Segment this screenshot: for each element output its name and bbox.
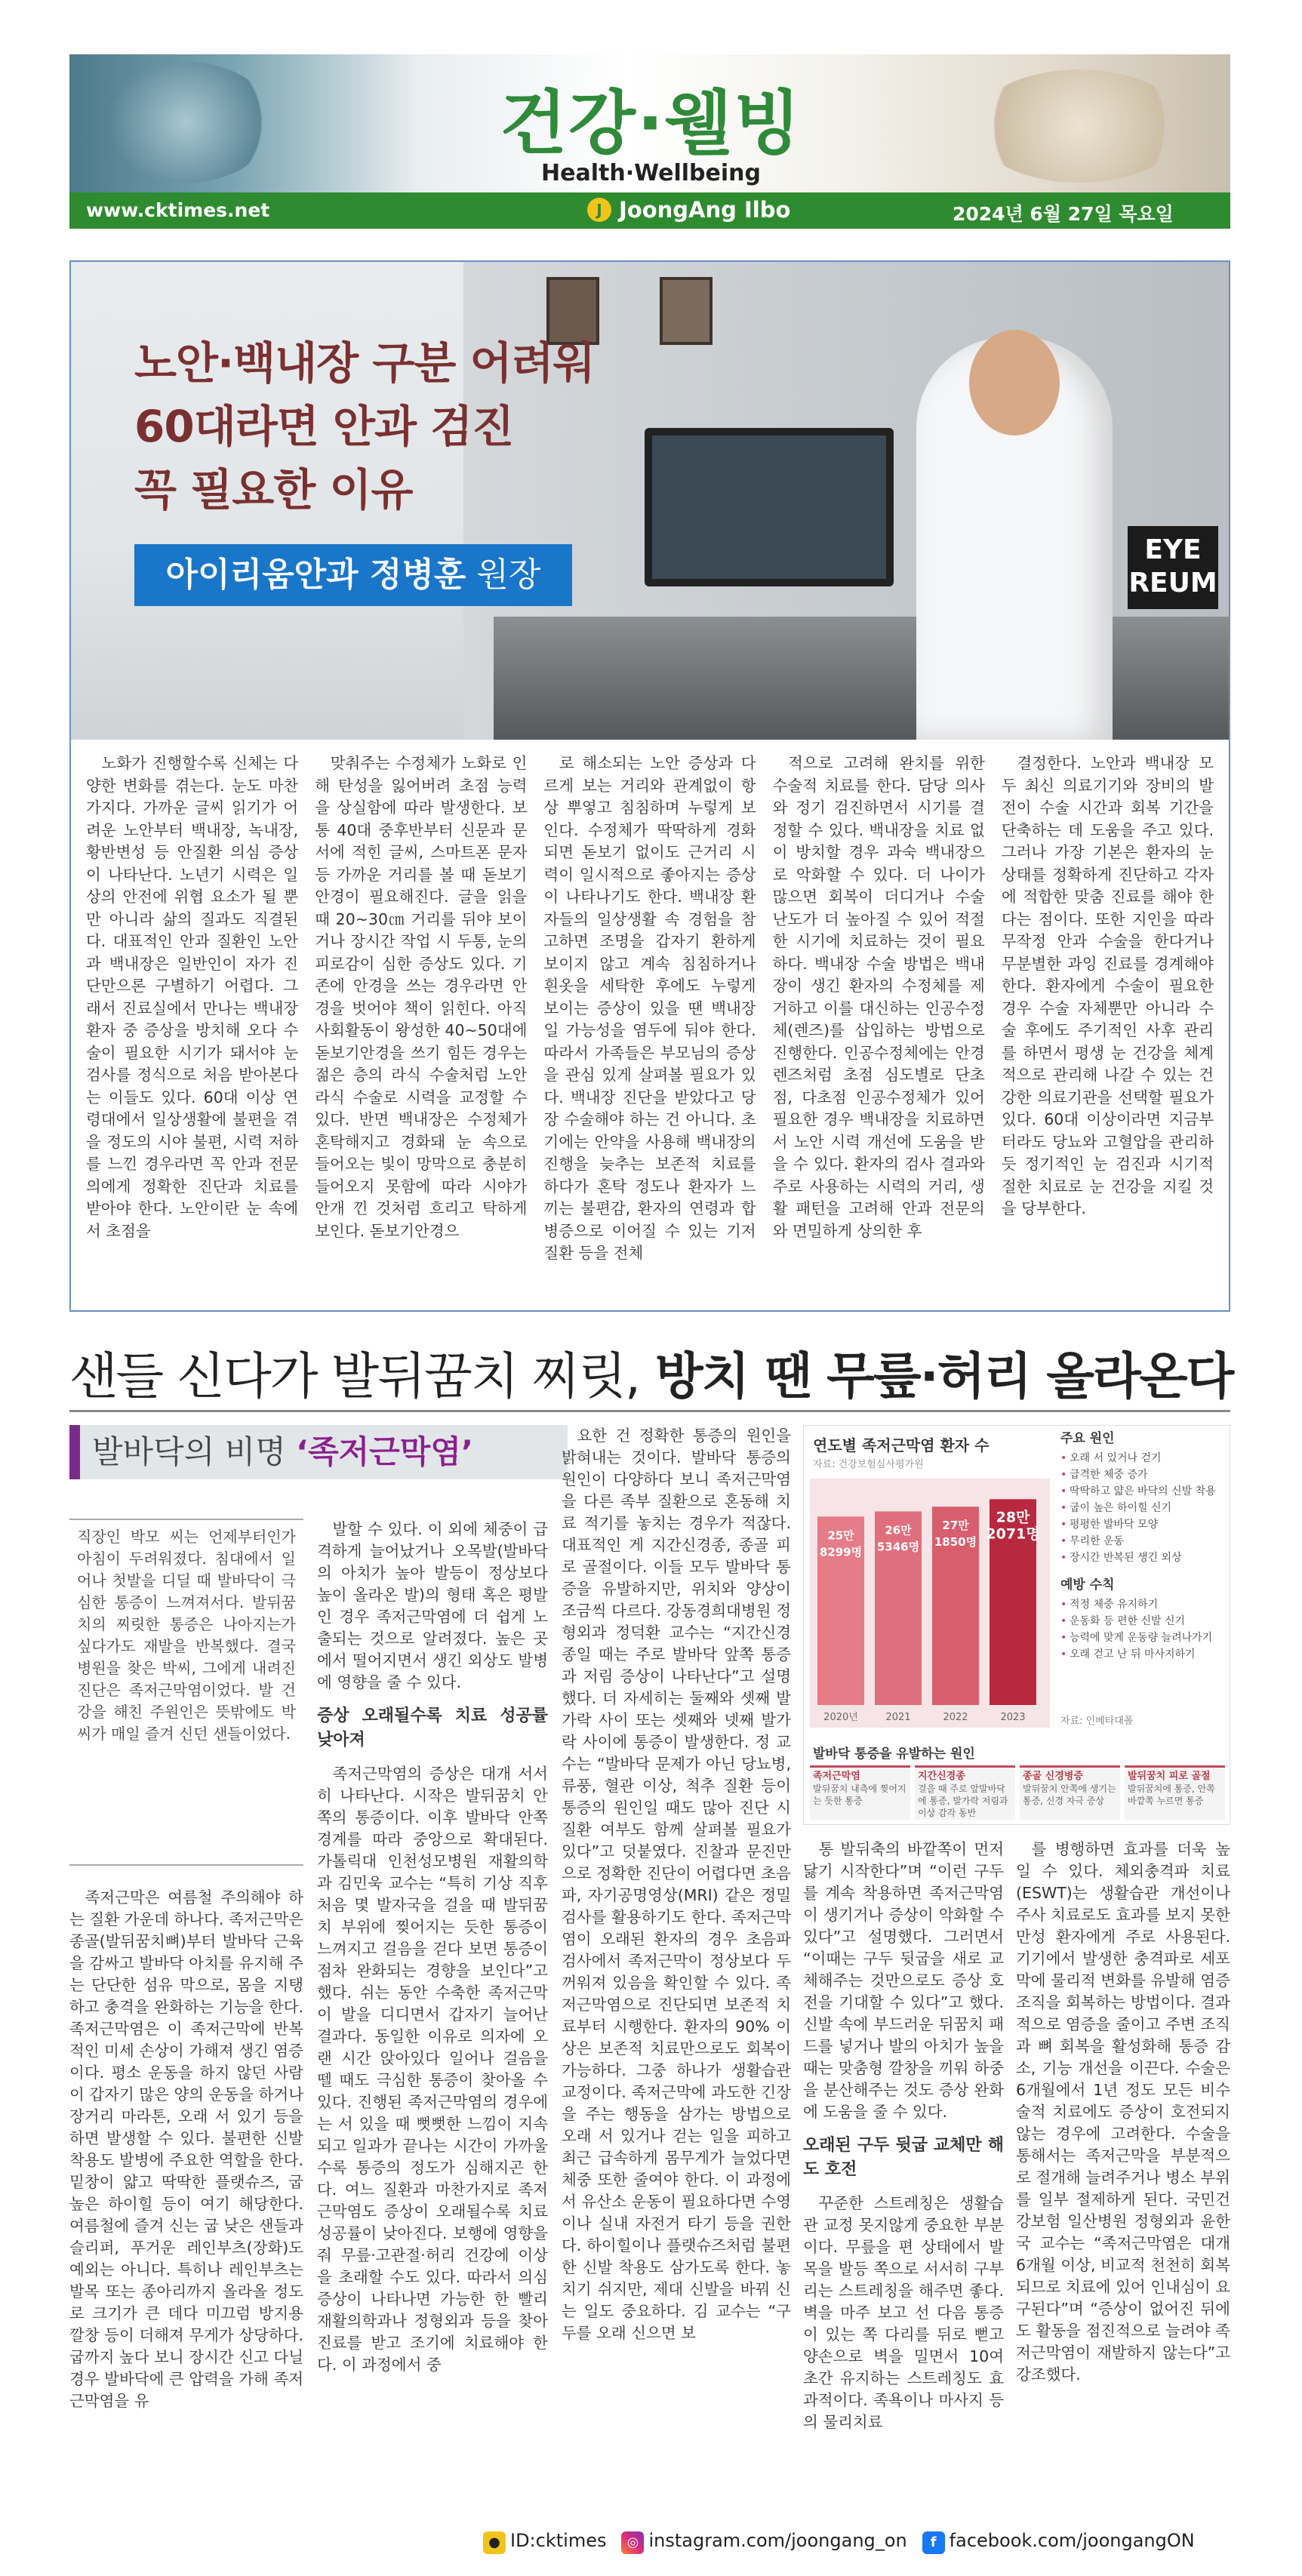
causes-cards-title: 발바닥 통증을 유발하는 원인 [813, 1747, 975, 1762]
paragraph: 요한 건 정확한 통증의 원인을 밝혀내는 것이다. 발바닥 통증의 원인이 다양하다 보니 족저근막염을 다른 족부 질환으로 혼동해 치료 적기를 놓치는 경우가 적잖다. 대표적인 게 지간신경종, 종골 피로 골절이다. 이들 모두 발바닥 통증을 유발하지만, 위치와 양상이 조금씩 다르다. 강동경희대병원 정형외과 정덕환 교수는 “지간신경종일 때는 주로 발바닥 앞쪽 통증과 저림 증상이 나타난다”고 설명했다. 더 자세히는 둘째와 셋째 발가락 사이 또는 셋째와 넷째 발가락 사이에 통증이 발생한다. 정 교수는 “발바닥 문제가 아닌 당뇨병, 류풍, 혈관 이상, 척추 질환 등이 통증의 원인일 때도 많아 진단 시 질환 여부도 함께 살펴볼 필요가 있다”고 덧붙였다. 진찰과 문진만으로 정확한 진단이 어렵다면 초음파, 자기공명영상(MRI) 같은 정밀 검사를 활용하기도 한다. 족저근막염이 오래된 환자의 경우 초음파 검사에서 족저근막이 정상보다 두꺼워져 있음을 확인할 수 있다. 족저근막염으로 진단되면 보존적 치료부터 시행한다. 환자의 90% 이상은 보존적 치료만으로도 회복이 가능하다. 그중 하나가 생활습관 교정이다. 족저근막에 과도한 긴장을 주는 행동을 삼가는 방법으로 오래 서 있거나 걷는 일을 피하고 최근 급속하게 몸무게가 늘었다면 체중 또한 줄여야 한다. 이 과정에서 유산소 운동이 필요하다면 수영이나 실내 자전거 타기 등을 권한다. 하이힐이나 플랫슈즈처럼 불편한 신발 착용도 삼가도록 한다. 놓치기 쉬지만, 제대 신발을 바꿔 신는 일도 중요하다. 김 교수는 “구두를 오래 신으면 보 [562, 1426, 791, 2342]
page-number: 7 [1260, 196, 1278, 225]
paragraph: 적으로 고려해 완치를 위한 수술적 치료를 한다. 담당 의사와 정기 검진하면서 시기를 결정할 수 있다. 백내장을 치료 없이 방치할 경우 과숙 백내장으로 악화할 수 있다. 더 나이가 많으면 회복이 더디거나 수술 난도가 더 높아질 수 있어 적절한 시기에 치료하는 것이 필요하다. 백내장 수술 방법은 백내장이 생긴 환자의 수정체를 제거하고 이를 대신하는 인공수정체(렌즈)를 삽입하는 방법으로 진행한다. 인공수정체에는 안경 렌즈처럼 초점 심도별로 단초점, 다초점 인공수정체가 있어 필요한 경우 백내장을 치료하면서 노안 시력 개선에 도움을 받을 수 있다. 환자의 검사 결과와 주로 사용하는 시력의 거리, 생활 패턴을 고려해 안과 전문의와 면밀하게 상의한 후 [772, 754, 985, 1240]
causes-list [1060, 1450, 1227, 1566]
article2-subhead [69, 1425, 568, 1479]
kakao-link[interactable] [483, 2530, 606, 2554]
social-footer [483, 2528, 1195, 2556]
kakao-icon: ● [483, 2531, 506, 2554]
infographic-note: 자료: 인베타대폴 [1060, 1716, 1134, 1727]
prevent-title: 예방 수칙 [1060, 1577, 1115, 1593]
site-url[interactable]: www.cktimes.net [86, 199, 270, 221]
infographic-title: 연도별 족저근막염 환자 수 [813, 1436, 990, 1454]
doctor-figure [916, 337, 1113, 740]
infographic-legend [1060, 1430, 1227, 1673]
prevent-item: • 운동화 등 편한 신발 신기 [1060, 1613, 1227, 1630]
facebook-url: facebook.com/joongangON [949, 2530, 1195, 2552]
bar-value-label: 2071명 [986, 1525, 1040, 1543]
section-subtitle: Health·Wellbeing [541, 160, 761, 186]
lead-quote-box: 직장인 박모 씨는 언제부터인가 아침이 두려워졌다. 침대에서 일어나 첫발을 디딜 때 발바닥이 극심한 통증이 느껴져서다. 발뒤꿈치의 찌릿한 통증은 나아지는가 싶다가도 재발을 반복했다. 결국 병원을 찾은 박씨, 그에게 내려진 진단은 족저근막염이었다. 발 건강을 해친 주원인은 뜻밖에도 박씨가 매일 즐겨 신던 샌들이었다. [69, 1519, 303, 1866]
article1-body [86, 752, 1214, 1303]
cause-card-desc: 발뒤꿈치 내측에 찢어지는 듯한 통증 [813, 1784, 906, 1806]
monitor-icon [645, 428, 894, 586]
bar-value-label: 5346명 [876, 1540, 920, 1554]
causes-section [1060, 1430, 1227, 1566]
cause-item: • 딱딱하고 얇은 바닥의 신발 착용 [1060, 1483, 1227, 1500]
brand-name: JoongAng Ilbo [619, 197, 791, 223]
paragraph: 족저근막염의 증상은 대개 서서히 나타난다. 시작은 발뒤꿈치 안쪽의 통증이다. 이후 발바닥 안쪽 경계를 따라 중앙으로 확대된다. 가톨릭대 인천성모병원 재활의학과 김민욱 교수는 “특히 기상 직후 처음 몇 발자국을 걸을 때 발뒤꿈치 부위에 찢어지는 듯한 통증이 느껴지고 걸음을 걷다 보면 통증이 점차 완화되는 경향을 보인다”고 했다. 쉬는 동안 수축한 족저근막이 발을 디디면서 갑자기 늘어난 결과다. 동일한 이유로 의자에 오랜 시간 앉아있다 일어나 걸음을 뗄 때도 극심한 통증이 찾아올 수 있다. 진행된 족저근막염의 경우에는 서 있을 때 뻣뻣한 느낌이 지속되고 일과가 끝나는 시간이 가까울수록 통증의 정도가 심해지곤 한다. 여느 질환과 마찬가지로 족저근막염도 증상이 오래될수록 치료 성공률이 낮아진다. 보행에 영향을 줘 무릎·고관절·허리 건강에 이상을 초래할 수도 있다. 따라서 의심 증상이 나타나면 가능한 한 빨리 재활의학과나 정형외과 등을 찾아 진료를 받고 조기에 치료해야 한다. 이 과정에서 중 [317, 1765, 548, 2374]
cause-item: • 평평한 발바닥 모양 [1060, 1516, 1227, 1533]
article1-column [543, 752, 756, 1303]
paragraph: 통 발뒤축의 바깥쪽이 먼저 닳기 시작한다”며 “이런 구두를 계속 착용하면 족저근막염이 생기거나 증상이 악화할 수 있다”고 설명했다. 그러면서 “이때는 구두 뒷굽을 새로 교체해주는 것만으로도 증상 호전을 기대할 수 있다”고 했다. 신발 속에 부드러운 뒤꿈치 패드를 넣거나 발의 아치가 높을 때는 맞춤형 깔창을 끼워 하중을 분산해주는 것도 증상 완화에 도움을 줄 수 있다. [803, 1840, 1004, 2121]
prevent-item: • 적정 체중 유지하기 [1060, 1596, 1227, 1613]
subhead-part1: 발바닥의 비명 [92, 1433, 297, 1470]
paragraph: 노화가 진행할수록 신체는 다양한 변화를 겪는다. 눈도 마찬가지다. 가까운 글씨 읽기가 어려운 노안부터 백내장, 녹내장, 황반변성 등 안질환 의심 증상이 나타난다. 노년기 시력은 일상의 안전에 위협 요소가 될 뿐만 아니라 삶의 질과도 직결된다. 대표적인 안과 질환인 노안과 백내장은 일반인이 자가 진단만으론 구별하기 어렵다. 그래서 진료실에서 만나는 백내장 환자 중 증상을 방치해 오다 수술이 필요한 시기가 돼서야 눈 검사를 정식으로 처음 받아본다는 이들도 있다. 60대 이상 연령대에서 일상생활에 불편을 겪을 정도의 시야 불편, 시력 저하를 느낀 경우라면 꼭 안과 전문의에게 정확한 진단과 치료를 받아야 한다. 노안이란 눈 속에서 초점을 [86, 754, 299, 1240]
cause-item: • 급격한 체중 증가 [1060, 1467, 1227, 1483]
bar-value-label: 27만 [942, 1519, 969, 1533]
article2-headline [0, 1336, 1302, 1408]
cause-item: • 무리한 운동 [1060, 1533, 1227, 1550]
minihead: 오래된 구두 뒷굽 교체만 해도 호전 [803, 2136, 1004, 2179]
bar-value-label: 28만 [996, 1509, 1030, 1526]
cause-card-desc: 발뒤꿈치 안쪽에 생기는 통증, 신경 자극 증상 [1023, 1784, 1116, 1806]
facebook-link[interactable] [922, 2530, 1195, 2554]
cause-card [1125, 1765, 1225, 1820]
joongang-logo-icon: J [587, 198, 611, 222]
causes-cards [810, 1765, 1225, 1820]
patient-bar-chart [810, 1479, 1050, 1728]
kakao-id: ID:cktimes [510, 2530, 607, 2552]
divider [69, 1410, 1230, 1412]
headline2-part2: 방치 땐 무릎·허리 올라온다 [639, 1347, 1233, 1405]
x-tick-label: 2023 [1000, 1712, 1026, 1723]
byline-badge [134, 544, 572, 606]
paragraph: 를 병행하면 효과를 더욱 높일 수 있다. 체외충격파 치료(ESWT)는 생활습관 개선이나 주사 치료로도 효과를 보지 못한 만성 환자에게 주로 사용된다. 기기에서 발생한 충격파로 세포막에 물리적 변화를 유발해 염증 조직을 회복하는 방법이다. 결과적으로 염증을 줄이고 주변 조직과 뼈 회복을 활성화해 통증 감소, 기능 개선을 이끈다. 수술은 6개월에서 1년 정도 모든 비수술적 치료에도 증상이 호전되지 않는 경우에 고려한다. 수술을 통해서는 족저근막을 부분적으로 절개해 늘려주거나 병소 부위를 일부 절제하게 된다. 국민건강보험 일산병원 정형외과 윤한국 교수는 “족저근막염은 대개 6개월 이상, 비교적 천천히 회복되므로 치료에 있어 인내심이 요구된다”며 “증상이 없어진 뒤에도 활동을 점진적으로 늘려야 족저근막염이 재발하지 않는다”고 강조했다. [1016, 1840, 1230, 2384]
article2-column-e [1016, 1839, 1230, 2513]
byline-title: 원장 [466, 556, 541, 594]
article-cataract [69, 260, 1230, 1312]
desk [494, 617, 1229, 740]
article1-column [1002, 752, 1214, 1303]
cause-card-title: 종골 신경병증 [1023, 1771, 1083, 1782]
instagram-icon: ◎ [621, 2531, 644, 2554]
x-tick-label: 2020년 [823, 1712, 858, 1723]
x-tick-label: 2022 [943, 1712, 968, 1723]
cause-item: • 오래 서 있거나 걷기 [1060, 1450, 1227, 1467]
headline-line1: 노안·백내장 구분 어려워 [134, 337, 595, 389]
cause-item: • 장시간 반복된 생긴 외상 [1060, 1550, 1227, 1566]
section-title: 건강·웰빙 [500, 83, 802, 164]
cause-card [915, 1765, 1015, 1820]
facebook-icon: f [922, 2531, 945, 2554]
instagram-url: instagram.com/joongang_on [648, 2530, 907, 2552]
headline2-part1: 샌들 신다가 발뒤꿈치 찌릿, [69, 1347, 639, 1405]
cause-card-title: 지간신경종 [918, 1771, 965, 1782]
article1-column [315, 752, 527, 1303]
bar-value-label: 25만 [827, 1528, 854, 1543]
x-tick-label: 2021 [885, 1712, 911, 1723]
byline-name: 아이리움안과 정병훈 [165, 556, 466, 594]
paragraph: 맞춰주는 수정체가 노화로 인해 탄성을 잃어버려 초점 능력을 상실함에 따라 발생한다. 보통 40대 중후반부터 신문과 문서에 적힌 글씨, 스마트폰 문자 등 가까운 거리를 볼 때 돋보기안경이 필요해진다. 글을 읽을 때 20~30㎝ 거리를 뒤야 보이거나 장시간 작업 시 두통, 눈의 피로감이 심한 증상도 있다. 기존에 안경을 쓰는 경우라면 안경을 벗어야 책이 읽힌다. 아직 사회활동이 왕성한 40~50대에 돋보기안경을 쓰기 힘든 경우는 젊은 층의 라식 수술처럼 노안 라식 수술로 시력을 교정할 수 있다. 반면 백내장은 수정체가 혼탁해지고 경화돼 눈 속으로 들어오는 빛이 망막으로 충분히 들어오지 못함에 따라 시야가 안개 낀 것처럼 흐리고 탁하게 보인다. 돋보기안경으 [315, 754, 528, 1240]
clinic-sign: EYE REUM [1128, 526, 1218, 609]
article1-column [773, 752, 985, 1303]
cause-card-desc: 걸을 때 주로 앞발바닥에 통증, 발가락 저림과 이상 감각 동반 [918, 1784, 1008, 1818]
bar-value-label: 26만 [885, 1523, 912, 1537]
bar-value-label: 1850명 [934, 1535, 977, 1550]
article2-column-a [69, 1887, 303, 2513]
cause-card [1020, 1765, 1120, 1820]
prevent-section [1060, 1577, 1227, 1663]
article2-column-c [562, 1425, 791, 2513]
headline-line3: 꼭 필요한 이유 [134, 464, 413, 516]
cause-card-title: 족저근막염 [813, 1771, 860, 1782]
paragraph: 결정한다. 노안과 백내장 모두 최신 의료기기와 장비의 발전이 수술 시간과 회복 기간을 단축하는 데 도움을 주고 있다. 그러나 가장 기본은 환자의 눈 상태를 정확하게 진단하고 각자에 적합한 맞춤 진료를 해야 한다는 점이다. 또한 지인을 따라 무작정 안과 수술을 한다거나 무분별한 과잉 진료를 경계해야 한다. 환자에게 수술이 필요한 경우 수술 자체뿐만 아니라 수술 후에도 주기적인 사후 관리를 하면서 평생 눈 건강을 체계적으로 관리해 나갈 수 있는 건강한 의료기관을 선택할 필요가 있다. 60대 이상이라면 지금부터라도 당뇨와 고혈압을 관리하듯 정기적인 눈 검진과 시기적절한 치료로 눈 건강을 지킬 것을 당부한다. [1001, 754, 1214, 1217]
article1-column [86, 752, 298, 1303]
prevent-item: • 오래 걷고 난 뒤 마사지하기 [1060, 1646, 1227, 1663]
cause-card [810, 1765, 910, 1820]
wall-frame [660, 277, 713, 345]
subhead-part2: ‘족저근막염’ [296, 1433, 473, 1470]
article2-column-d [803, 1839, 1004, 2513]
header-bar [69, 192, 1278, 229]
brand-logo [587, 197, 790, 223]
article2-column-b [317, 1519, 548, 2513]
infographic-source: 자료: 건강보험심사평가원 [813, 1459, 924, 1470]
infographic [803, 1425, 1230, 1825]
paragraph: 발할 수 있다. 이 외에 체중이 급격하게 늘어났거나 오목발(발바닥의 아치가 높아 발등이 정상보다 높이 올라온 발)의 형태 혹은 평발인 경우 족저근막염에 더 쉽게 노출되는 것으로 알려졌다. 높은 곳에서 떨어지면서 생긴 외상도 발병에 영향을 줄 수 있다. [317, 1520, 548, 1691]
cause-item: • 굽이 높은 하이힐 신기 [1060, 1500, 1227, 1516]
instagram-link[interactable] [621, 2530, 906, 2554]
issue-date: 2024년 6월 27일 목요일 [953, 203, 1174, 225]
minihead: 증상 오래될수록 치료 성공률 낮아져 [317, 1707, 548, 1750]
article1-headline [134, 331, 595, 516]
paragraph: 족저근막은 여름철 주의해야 하는 질환 가운데 하나다. 족저근막은 종골(발뒤꿈치뼈)부터 발바닥 근육을 감싸고 발바닥 아치를 유지해 주는 단단한 섬유 막으로, 몸을 지탱하고 충격을 완화하는 기능을 한다. 족저근막염은 이 족저근막에 반복적인 미세 손상이 가해져 생긴 염증이다. 평소 운동을 하지 않던 사람이 갑자기 많은 양의 운동을 하거나 장거리 마라톤, 오래 서 있기 등을 하면 발생할 수 있다. 불편한 신발 착용도 발병에 주요한 역할을 한다. 밑창이 얇고 딱딱한 플랫슈즈, 굽 높은 하이힐 등이 여기 해당한다. 여름철에 즐겨 신는 굽 낮은 샌들과 슬리퍼, 푸거운 레인부츠(장화)도 예외는 아니다. 특히나 레인부츠는 발목 또는 종아리까지 올라올 정도로 크기가 큰 데다 미끄럼 방지용 깔창 등이 더해져 무게가 상당하다. 굽까지 높다 보니 장시간 신고 다닐 경우 발바닥에 큰 압력을 가해 족저근막염을 유 [69, 1888, 303, 2410]
cause-card-title: 발뒤꿈치 피로 골절 [1128, 1771, 1211, 1782]
doctor-photo [71, 262, 1229, 740]
bar-value-label: 8299명 [819, 1545, 863, 1559]
causes-title: 주요 원인 [1060, 1431, 1115, 1446]
paragraph: 로 해소되는 노안 증상과 다르게 보는 거리와 관계없이 항상 뿌옇고 침침하며 누렇게 보인다. 수정체가 딱딱하게 경화되면 돋보기 없이도 근거리 시력이 일시적으로 좋아지는 증상이 나타나기도 한다. 백내장 환자들의 일상생활 속 경험을 참고하면 조명을 갑자기 환하게 보이지 않고 계속 침침하거나 흰옷을 세탁한 후에도 누렇게 보이는 증상이 있을 땐 백내장일 가능성을 염두에 둬야 한다. 따라서 가족들은 부모님의 증상을 관심 있게 살펴볼 필요가 있다. 백내장 진단을 받았다고 당장 수술해야 하는 건 아니다. 초기에는 안약을 사용해 백내장의 진행을 늦추는 보존적 치료를 하다가 혼탁 정도나 환자가 느끼는 불편감, 환자의 연령과 합병증으로 이어질 수 있는 기저 질환 등을 전체 [543, 754, 756, 1262]
cause-card-desc: 발뒤꿈치에 통증, 안쪽 바깥쪽 누르면 통증 [1128, 1784, 1215, 1806]
prevent-item: • 능력에 맞게 운동량 늘려나가기 [1060, 1630, 1227, 1646]
doctor-head [969, 330, 1060, 435]
paragraph: 꾸준한 스트레칭은 생활습관 교정 못지않게 중요한 부분이다. 무릎을 편 상태에서 발목을 발등 쪽으로 서서히 구부리는 스트레칭을 해주면 좋다. 벽을 마주 보고 선 다음 통증이 있는 쪽 다리를 뒤로 뻗고 양손으로 벽을 밀면서 10여 초간 유지하는 스트레칭도 효과적이다. 족욕이나 마사지 등의 물리치료 [803, 2194, 1004, 2431]
headline-line2: 60대라면 안과 검진 [134, 401, 514, 452]
prevent-list [1060, 1596, 1227, 1663]
